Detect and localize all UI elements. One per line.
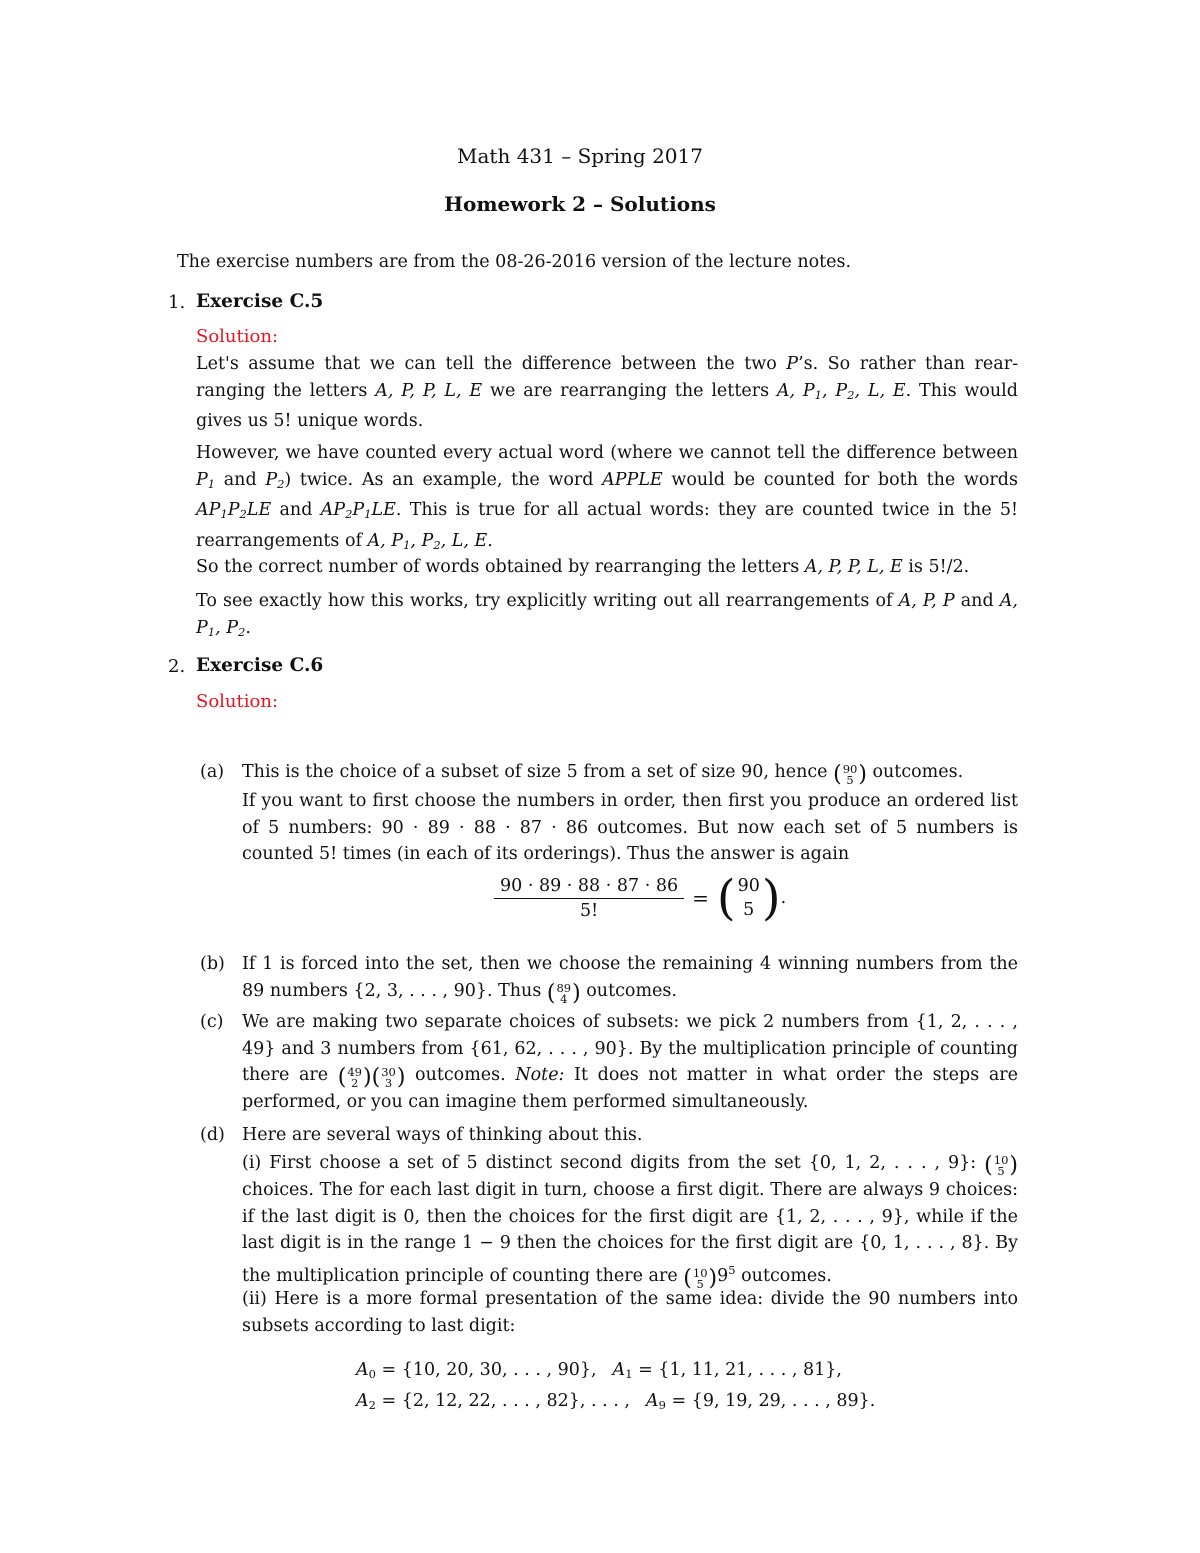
part-d-text-ii: (ii) Here is a more formal presentation of the same idea: divide the 90 numbers into subsets according to last digit: <box>242 1289 1018 1336</box>
ex1-heading: Exercise C.5 <box>196 291 324 312</box>
part-c-text: We are making two separate choices of subsets: we pick 2 numbers from {1, 2, . . . , 49} and 3 numbers from {61, 62, . . . , 90}. By the multiplication principle of counting there are ( 49 2 ) ( 30 3 ) outcomes. Note: It does not matter in what order the steps are performed, or you can imagine them performed simultaneously. <box>242 1012 1018 1112</box>
part-b-label: (b) <box>200 954 225 974</box>
ex2-solution-label: Solution: <box>196 691 279 712</box>
binom-90-5-large: ( 90 5 ) <box>716 870 781 926</box>
part-d-label: (d) <box>200 1125 225 1145</box>
part-a-text-2: If you want to first choose the numbers in order, then first you produce an ordered list of 5 numbers: 90 · 89 · 88 · 87 · 86 outcomes. But now each set of 5 numbers is counted 5! times (in each of its orderings). Thus the answer is again <box>242 791 1018 864</box>
binom-10-5-b: ( 10 5 ) <box>683 1265 718 1291</box>
part-d-intro: Here are several ways of thinking about this. <box>242 1125 643 1145</box>
binom-90-5: ( 90 5 ) <box>833 762 867 787</box>
ex1-number: 1. <box>168 292 186 313</box>
ex2-number: 2. <box>168 656 186 677</box>
part-a-text: This is the choice of a subset of size 5 from a set of size 90, hence ( 90 5 ) outcomes. <box>242 762 964 787</box>
binom-30-3: ( 30 3 ) <box>371 1065 406 1090</box>
equation-line-2: $A_2 = \{2$, 12, 22, . . . , 82}, . . . , $A_9 = \{9$, 19, 29, . . . , 89}. <box>356 1391 876 1412</box>
part-a-equation: $\frac{90 \cdot 89 \cdot 88 \cdot 87 \cdot 86}{5!}$ = ( 90 5 ) . <box>494 874 786 922</box>
course-title: Math 431 – Spring 2017 <box>457 144 703 168</box>
part-c-label: (c) <box>200 1012 224 1032</box>
ex1-paragraph-3: So the correct number of words obtained by rearranging the letters A, P, P, L, E is 5!/2. <box>196 557 970 577</box>
binom-10-5: ( 10 5 ) <box>984 1153 1018 1178</box>
binom-49-2: ( 49 2 ) <box>337 1065 372 1090</box>
ex1-paragraph-2: However, we have counted every actual word (where we cannot tell the difference between $P_1$ and $P_2$) twice. As an example, the word APPLE would be counted for both the words $AP_1P_2LE$ and $AP_2P_1LE$. This is true for all actual words: they are counted twice in the 5! rearrangements of A, $P_1$, $P_2$, L, E. <box>196 443 1018 552</box>
ex1-paragraph-4: To see exactly how this works, try explicitly writing out all rearrangements of A, P, P and A, $P_1$, $P_2$. <box>196 591 1018 639</box>
fraction: $\frac{90 \cdot 89 \cdot 88 \cdot 87 \cdot 86}{5!}$ <box>494 876 684 921</box>
part-a-label: (a) <box>200 762 225 782</box>
ex1-paragraph-1: Let's assume that we can tell the difference between the two P’s. So rather than rear- ranging the letters A, P, P, L, E we are rearranging the letters A, $P_1$, $P_2$, L, E. This would gives us 5! unique words. <box>196 354 1018 431</box>
binom-89-4: ( 89 4 ) <box>546 980 581 1006</box>
ex1-solution-label: Solution: <box>196 326 279 347</box>
ex2-heading: Exercise C.6 <box>196 655 324 676</box>
homework-title: Homework 2 – Solutions <box>444 192 716 216</box>
equation-line-1: $A_0 = \{10$, 20, 30, . . . , 90}, $A_1 = \{1$, 11, 21, . . . , 81}, <box>356 1360 842 1381</box>
intro-text: The exercise numbers are from the 08-26-2016 version of the lecture notes. <box>177 252 852 272</box>
part-b-text: If 1 is forced into the set, then we choose the remaining 4 winning numbers from the 89 numbers {2, 3, . . . , 90}. Thus ( 89 4 ) outcomes. <box>242 954 1018 1006</box>
part-d-text-i: (i) First choose a set of 5 distinct second digits from the set {0, 1, 2, . . . , 9}: ( 10 5 ) choices. The for each last digit in turn, choose a first digit. There are always 9 choices: if the last digit is 0, then the choices for the first digit are {1, 2, . . . , 9}, while if the last digit is in the range 1 − 9 then the choices for the first digit are {0, 1, . . . , 8}. By the multiplication principle of counting there are ( 10 5 ) $9^5$ outcomes. <box>242 1153 1018 1291</box>
